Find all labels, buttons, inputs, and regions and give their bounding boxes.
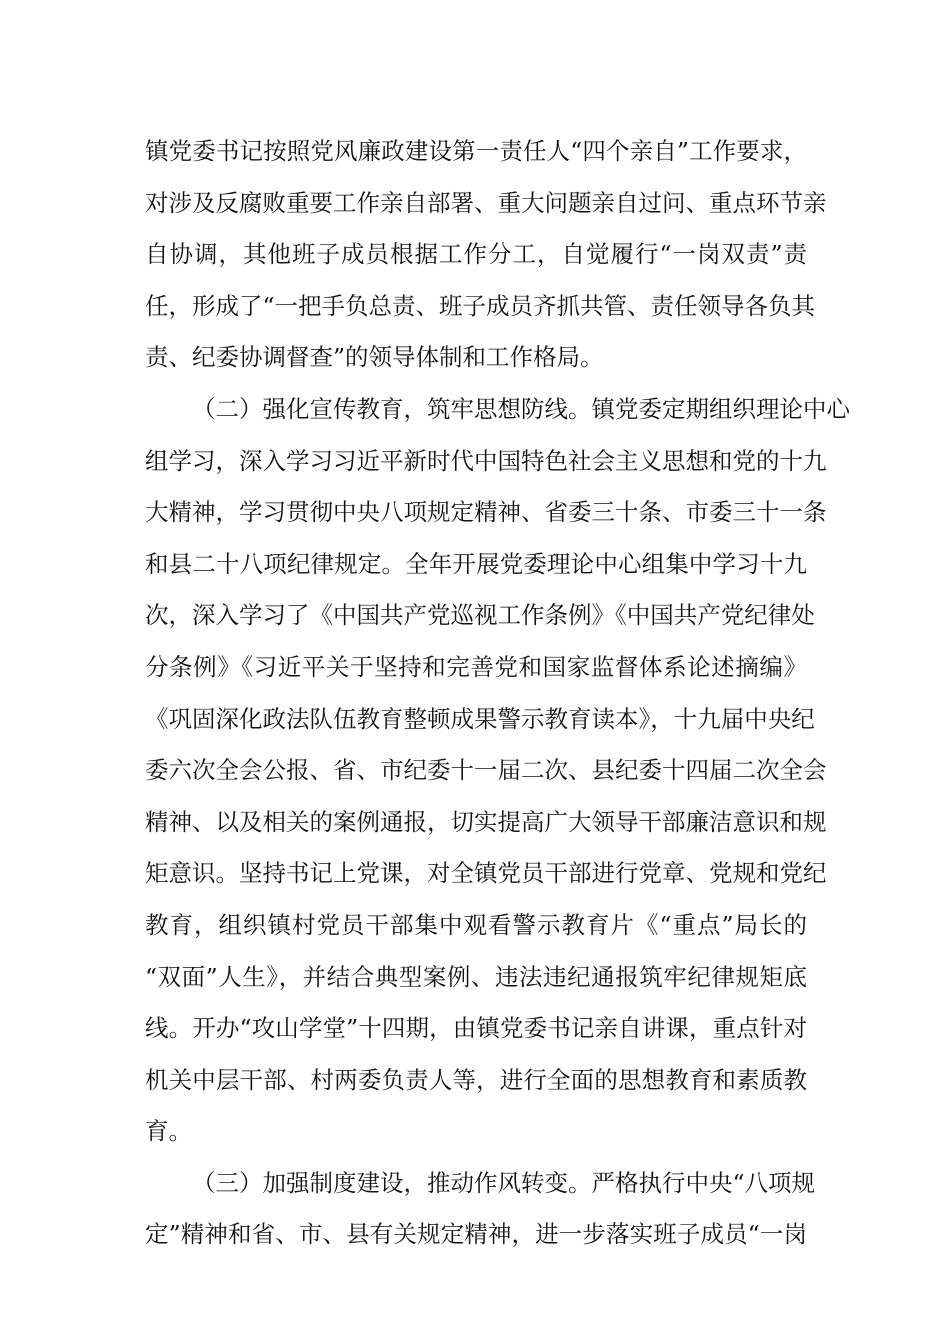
text-line: 教育，组织镇村党员干部集中观看警示教育片《“重点”局长的 (145, 910, 807, 939)
text-line: 精神、以及相关的案例通报，切实提高广大领导干部廉洁意识和规 (145, 807, 827, 836)
text-line: 委六次全会公报、省、市纪委十一届二次、县纪委十四届二次全会 (145, 756, 827, 785)
document-body (145, 126, 850, 1261)
text-line: “双面”人生》，并结合典型案例、违法违纪通报筑牢纪律规矩底 (145, 962, 807, 991)
text-line: 和县二十八项纪律规定。全年开展党委理论中心组集中学习十九 (145, 549, 807, 578)
text-line: 对涉及反腐败重要工作亲自部署、重大问题亲自过问、重点环节亲 (145, 188, 827, 217)
text-line: 镇党委书记按照党风廉政建设第一责任人“四个亲自”工作要求， (145, 137, 807, 165)
text-line: 矩意识。坚持书记上党课，对全镇党员干部进行党章、党规和党纪 (145, 859, 827, 888)
text-line: 自协调，其他班子成员根据工作分工，自觉履行“一岗双责”责 (145, 240, 807, 269)
text-line: 责、纪委协调督查”的领导体制和工作格局。 (145, 343, 604, 372)
text-line: 分条例》《习近平关于坚持和完善党和国家监督体系论述摘编》 (145, 652, 807, 681)
text-line: 机关中层干部、村两委负责人等，进行全面的思想教育和素质教 (145, 1065, 807, 1094)
text-line: 定”精神和省、市、县有关规定精神，进一步落实班子成员“一岗 (145, 1220, 807, 1249)
section-heading-line: （三）加强制度建设，推动作风转变。严格执行中央“八项规 (192, 1168, 816, 1197)
text-line: 《巩固深化政法队伍教育整顿成果警示教育读本》，十九届中央纪 (145, 704, 815, 733)
text-line: 大精神，学习贯彻中央八项规定精神、省委三十条、市委三十一条 (145, 498, 827, 527)
text-line: 组学习，深入学习习近平新时代中国特色社会主义思想和党的十九 (145, 446, 827, 475)
text-line: 线。开办“攻山学堂”十四期，由镇党委书记亲自讲课，重点针对 (145, 1014, 807, 1043)
text-line: 育。 (145, 1117, 192, 1146)
text-line: 次，深入学习了《中国共产党巡视工作条例》《中国共产党纪律处 (145, 601, 815, 630)
text-line: 任，形成了“一把手负总责、班子成员齐抓共管、责任领导各负其 (145, 291, 816, 320)
section-heading-line: （二）强化宣传教育，筑牢思想防线。镇党委定期组织理论中心 (192, 394, 850, 423)
